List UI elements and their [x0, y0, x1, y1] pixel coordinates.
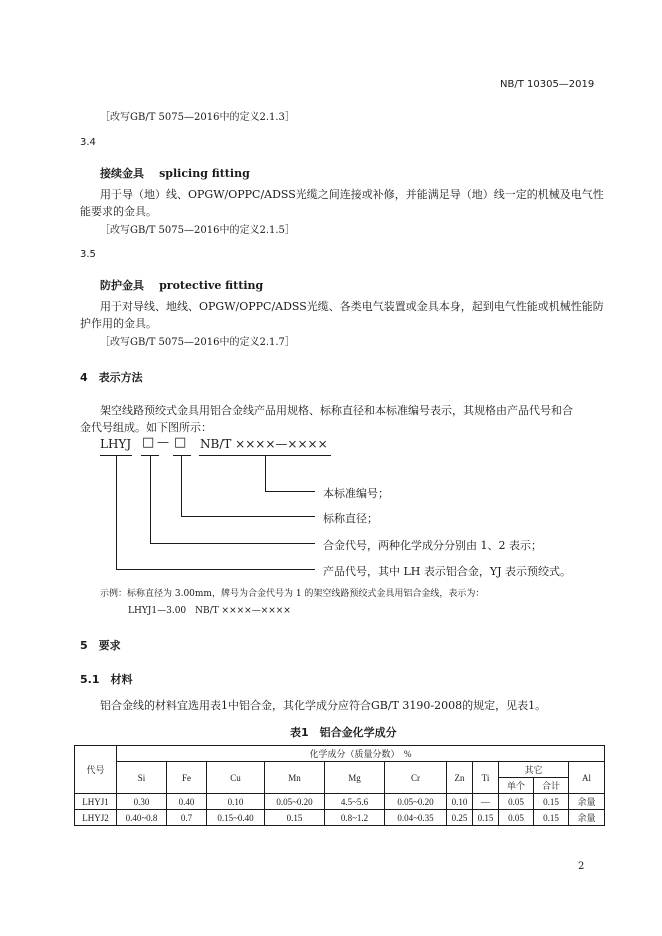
header-cu: Cu [207, 762, 265, 794]
cell-si: 0.40~0.8 [117, 810, 167, 826]
cell-zn: 0.25 [447, 810, 473, 826]
underline-diameter [173, 455, 191, 456]
cell-al: 余量 [569, 810, 605, 826]
header-mn: Mn [265, 762, 325, 794]
cell-si: 0.30 [117, 794, 167, 810]
table-1-caption: 表1 铝合金化学成分 [290, 726, 397, 739]
leader-code-vertical [116, 456, 117, 570]
header-fe: Fe [167, 762, 207, 794]
header-ti: Ti [473, 762, 499, 794]
cell-other-single: 0.05 [499, 810, 534, 826]
clause-3-4-number: 3.4 [80, 137, 96, 148]
cell-cu: 0.10 [207, 794, 265, 810]
label-diameter: 标称直径； [323, 512, 378, 525]
header-cr: Cr [385, 762, 447, 794]
leader-standard-horizontal [265, 491, 315, 492]
clause-3-4-def-line2: 能要求的金具。 [80, 205, 157, 218]
header-other: 其它 [499, 762, 569, 778]
term-en: protective fitting [159, 279, 264, 292]
header-mg: Mg [325, 762, 385, 794]
page-number: 2 [578, 861, 585, 872]
cell-mn: 0.05~0.20 [265, 794, 325, 810]
clause-3-5-note: ［改写GB/T 5075—2016中的定义2.1.7］ [100, 337, 295, 348]
cell-al: 余量 [569, 794, 605, 810]
term-cn: 接续金具 [100, 167, 144, 180]
row-code: LHYJ2 [75, 810, 117, 826]
header-other-single: 单个 [499, 778, 534, 794]
section-5-1-heading: 5.1 材料 [80, 673, 133, 686]
chemical-composition-table [74, 745, 605, 826]
header-si: Si [117, 762, 167, 794]
diameter-box: □ [174, 435, 187, 450]
header-code: 代号 [75, 746, 117, 794]
cell-fe: 0.40 [167, 794, 207, 810]
label-standard: 本标准编号； [323, 487, 389, 500]
sec3-3-note: ［改写GB/T 5075—2016中的定义2.1.3］ [100, 112, 295, 123]
label-alloy: 合金代号，两种化学成分分别由 1、2 表示； [323, 539, 542, 552]
clause-3-5-term [100, 274, 263, 293]
cell-mg: 0.8~1.2 [325, 810, 385, 826]
clause-3-5-def-line2: 护作用的金具。 [80, 317, 157, 330]
section-4-heading: 4 表示方法 [80, 371, 143, 384]
alloy-box: □ [142, 435, 155, 450]
designation-dash: — [157, 435, 169, 449]
cell-fe: 0.7 [167, 810, 207, 826]
leader-code-horizontal [116, 569, 315, 570]
leader-standard-vertical [265, 456, 266, 492]
clause-3-4-note: ［改写GB/T 5075—2016中的定义2.1.5］ [100, 225, 295, 236]
leader-diameter-horizontal [181, 516, 315, 517]
table-row [75, 810, 605, 826]
clause-3-5-number: 3.5 [80, 249, 96, 260]
cell-cu: 0.15~0.40 [207, 810, 265, 826]
term-cn: 防护金具 [100, 279, 144, 292]
leader-diameter-vertical [181, 456, 182, 517]
cell-cr: 0.04~0.35 [385, 810, 447, 826]
cell-mg: 4.5~5.6 [325, 794, 385, 810]
clause-3-5-def-line1: 用于对导线、地线、OPGW/OPPC/ADSS光缆、各类电气装置或金具本身，起到电气性能或机械性能防 [100, 300, 604, 313]
section-4-para-line1: 架空线路预绞式金具用铝合金线产品用规格、标称直径和本标准编号表示，其规格由产品代号和合 [100, 404, 573, 417]
leader-alloy-horizontal [150, 543, 315, 544]
cell-other-single: 0.05 [499, 794, 534, 810]
clause-3-4-term [100, 162, 250, 181]
term-en: splicing fitting [159, 167, 250, 180]
header-chemical-composition: 化学成分（质量分数） % [117, 746, 605, 762]
product-code: LHYJ [100, 437, 132, 451]
standard-number: NB/T ××××—×××× [200, 437, 328, 451]
leader-alloy-vertical [150, 456, 151, 544]
example-line2: LHYJ1—3.00 NB/T ××××—×××× [128, 606, 291, 616]
cell-cr: 0.05~0.20 [385, 794, 447, 810]
cell-ti: — [473, 794, 499, 810]
header-zn: Zn [447, 762, 473, 794]
cell-ti: 0.15 [473, 810, 499, 826]
label-product: 产品代号，其中 LH 表示铝合金，YJ 表示预绞式。 [323, 565, 572, 578]
section-5-1-para: 铝合金线的材料宜选用表1中铝合金，其化学成分应符合GB/T 3190-2008的规定，见表1。 [100, 699, 547, 712]
cell-zn: 0.10 [447, 794, 473, 810]
row-code: LHYJ1 [75, 794, 117, 810]
cell-other-total: 0.15 [534, 810, 569, 826]
cell-mn: 0.15 [265, 810, 325, 826]
cell-other-total: 0.15 [534, 794, 569, 810]
header-other-total: 合计 [534, 778, 569, 794]
example-line1: 示例：标称直径为 3.00mm，牌号为合金代号为 1 的架空线路预绞式金具用铝合金线，表示为： [100, 589, 485, 599]
doc-number: NB/T 10305—2019 [500, 79, 595, 90]
clause-3-4-def-line1: 用于导（地）线、OPGW/OPPC/ADSS光缆之间连接或补修，并能满足导（地）线一定的机械及电气性 [100, 188, 604, 201]
header-al: Al [569, 762, 605, 794]
section-5-heading: 5 要求 [80, 639, 121, 652]
table-row [75, 794, 605, 810]
section-4-para-line2: 金代号组成。如下图所示： [80, 421, 212, 434]
